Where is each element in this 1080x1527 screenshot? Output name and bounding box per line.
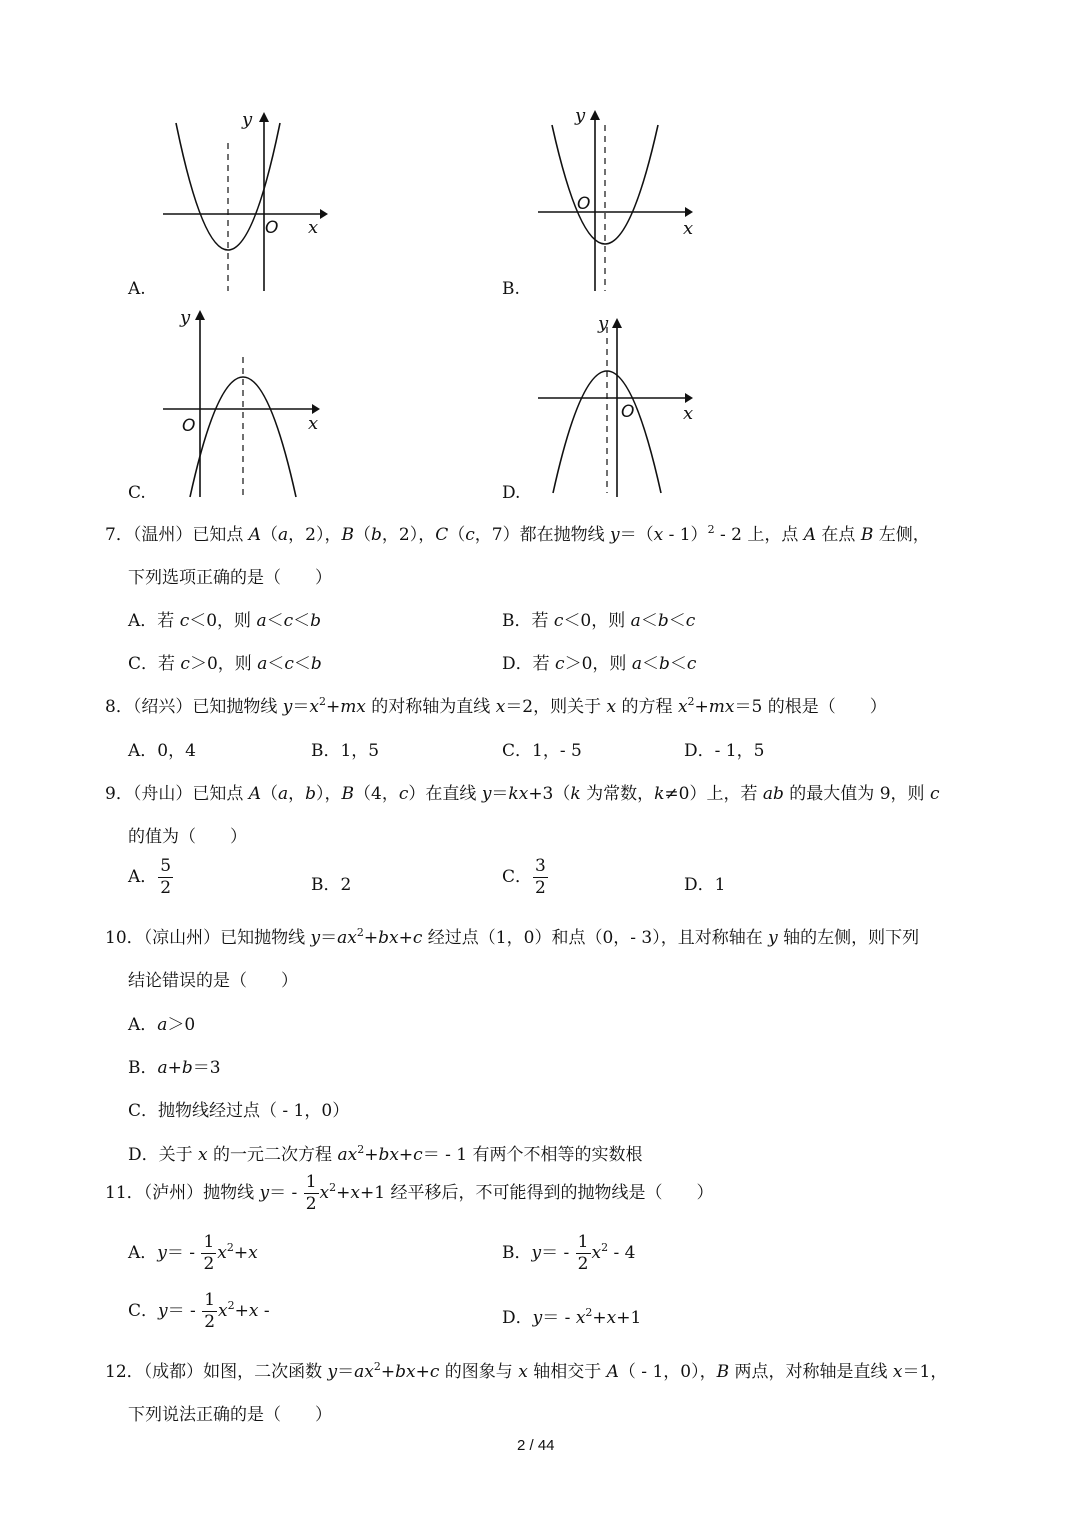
y-axis-label: y: [180, 307, 191, 328]
graph-a: [160, 105, 330, 295]
q11-stem: 11．（泸州）抛物线 y＝ - $\frac{1}{2}$ $x^2+x+1$ 经平移后，不可能得到的抛物线是（ ）: [105, 1172, 714, 1214]
q7-option-c[interactable]: C．若 c＞0，则 a＜c＜b: [128, 654, 322, 674]
x-axis-label: x: [308, 217, 319, 238]
graph-d: [535, 305, 705, 500]
q7-option-a[interactable]: A．若 c＜0，则 a＜c＜b: [128, 611, 322, 631]
q7-option-d[interactable]: D．若 c＞0，则 a＜b＜c: [502, 654, 697, 674]
q8-stem: 8．（绍兴）已知抛物线 $y=x^2+mx$ 的对称轴为直线 x＝2，则关于 x 的方程 $x^2+mx=5$ 的根是（ ）: [105, 695, 887, 717]
q10-option-a[interactable]: A．a＞0: [128, 1015, 196, 1035]
q8-option-b[interactable]: B．1，5: [311, 741, 380, 761]
x-axis-label: x: [308, 413, 319, 434]
page-number: 2 / 44: [517, 1437, 555, 1454]
origin-label: O: [577, 194, 591, 214]
q10-option-c[interactable]: C．抛物线经过点（ - 1，0）: [128, 1101, 350, 1121]
q11-option-d[interactable]: D．$y= - x^2+x+1$: [502, 1306, 642, 1328]
q11-option-a[interactable]: A．y＝ - $\frac{1}{2}$ $x^2+x$: [128, 1232, 258, 1274]
origin-label: O: [265, 218, 279, 238]
graph-d-label: D.: [502, 483, 521, 503]
y-axis-label: y: [598, 313, 609, 334]
y-axis-label: y: [575, 105, 586, 126]
graph-b-label: B.: [502, 279, 520, 299]
q9-option-a[interactable]: A． $\frac{5}{2}$: [128, 856, 172, 898]
graph-b: [535, 103, 705, 295]
q8-option-d[interactable]: D．- 1，5: [684, 741, 765, 761]
x-axis-label: x: [683, 403, 694, 424]
q12-stem-line1: 12．（成都）如图，二次函数 $y=ax^2+bx+c$ 的图象与 x 轴相交于 A（ - 1，0），B 两点，对称轴是直线 x＝1，: [105, 1360, 948, 1382]
q9-option-d[interactable]: D．1: [684, 875, 726, 895]
y-axis-label: y: [242, 109, 253, 130]
q11-option-b[interactable]: B．y＝ - $\frac{1}{2}$ $x^2 - 4$: [502, 1232, 636, 1274]
q10-option-d[interactable]: D．关于 x 的一元二次方程 $ax^2+bx+c= - 1$ 有两个不相等的实数根: [128, 1143, 643, 1165]
q9-stem-line1: 9．（舟山）已知点 A（a，b），B（4，c）在直线 y＝kx+3（k 为常数，k≠0）上，若 ab 的最大值为 9，则 c: [105, 784, 940, 804]
q10-option-b[interactable]: B．a+b＝3: [128, 1058, 221, 1078]
graph-c-label: C.: [128, 483, 146, 503]
q7-stem-line1: 7．（温州）已知点 A（a，2），B（b，2），C（c，7）都在抛物线 y＝（x - 1）$^2$ - 2 上，点 A 在点 B 左侧，: [105, 523, 930, 545]
q7-option-b[interactable]: B．若 c＜0，则 a＜b＜c: [502, 611, 696, 631]
q9-option-b[interactable]: B．2: [311, 875, 352, 895]
q10-stem-line2: 结论错误的是（ ）: [128, 971, 298, 991]
q11-option-c[interactable]: C．y＝ - $\frac{1}{2}$ $x^2+x$ -: [128, 1290, 270, 1332]
q9-option-c[interactable]: C． $\frac{3}{2}$: [502, 856, 546, 898]
q7-stem-line2: 下列选项正确的是（ ）: [128, 568, 332, 588]
q8-option-a[interactable]: A．0，4: [128, 741, 196, 761]
q9-stem-line2: 的值为（ ）: [128, 827, 247, 847]
q10-stem-line1: 10．（凉山州）已知抛物线 $y=ax^2+bx+c$ 经过点（1，0）和点（0，- 3），且对称轴在 y 轴的左侧，则下列: [105, 926, 920, 948]
q8-option-c[interactable]: C．1，- 5: [502, 741, 582, 761]
origin-label: O: [182, 416, 196, 436]
q12-stem-line2: 下列说法正确的是（ ）: [128, 1405, 332, 1425]
graph-a-label: A.: [128, 279, 146, 299]
x-axis-label: x: [683, 218, 694, 239]
graph-c: [160, 305, 330, 500]
origin-label: O: [621, 402, 635, 422]
